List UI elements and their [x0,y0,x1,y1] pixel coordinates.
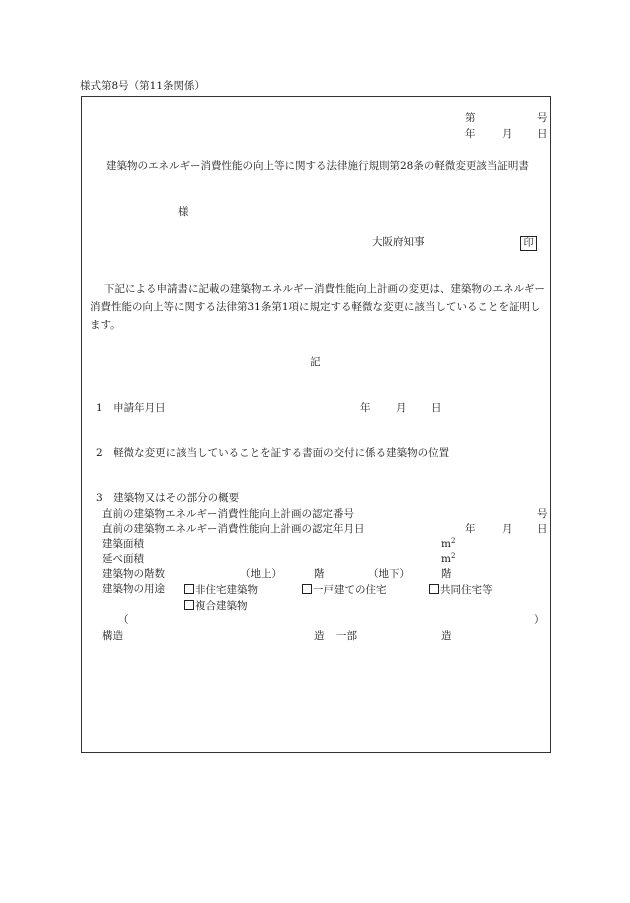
form-number: 様式第8号（第11条関係） [80,80,206,92]
use-option-nonresidential[interactable]: 非住宅建築物 [184,584,258,596]
document-title: 建築物のエネルギー消費性能の向上等に関する法律施行規則第28条の軽微変更該当証明書 [106,160,529,172]
header-dai: 第 [465,112,476,124]
cert-year: 年 [465,523,476,535]
header-go: 号 [537,112,548,124]
structure-unit: 造 [314,630,325,642]
issuer: 大阪府知事 [372,236,425,248]
structure-label: 構造 [102,630,123,642]
item1-year: 年 [360,402,371,414]
item3-label: 3 建築物又はその部分の概要 [96,492,240,504]
above-ground-unit: 階 [314,568,325,580]
header-year: 年 [465,128,476,140]
cert-number-unit: 号 [537,508,548,520]
cert-number-label: 直前の建築物エネルギー消費性能向上計画の認定番号 [102,508,354,520]
total-floor-area-unit: $m^2$ [441,552,456,565]
below-ground-unit: 階 [441,568,452,580]
ki-heading: 記 [310,356,321,368]
header-day: 日 [537,128,548,140]
floors-label: 建築物の階数 [102,568,165,580]
use-option-apartment[interactable]: 共同住宅等 [429,584,493,596]
structure-partial-unit: 造 [441,630,452,642]
document-frame [81,96,551,753]
total-floor-area-label: 延べ面積 [102,553,144,565]
building-area-unit: $m^2$ [441,537,456,550]
checkbox-icon[interactable] [184,584,194,594]
cert-date-label: 直前の建築物エネルギー消費性能向上計画の認定年月日 [102,523,365,535]
cert-day: 日 [537,523,548,535]
certification-body: 下記による申請書に記載の建築物エネルギー消費性能向上計画の変更は、建築物のエネルギー消費性能の向上等に関する法律第31条第1項に規定する軽微な変更に該当していることを証明します。 [90,283,545,331]
paren-open: （ [118,614,129,626]
cert-month: 月 [502,523,513,535]
use-label: 建築物の用途 [102,583,165,595]
checkbox-icon[interactable] [429,584,439,594]
checkbox-icon[interactable] [302,584,312,594]
item2-label: 2 軽微な変更に該当していることを証する書面の交付に係る建築物の位置 [96,447,450,459]
building-area-label: 建築面積 [102,538,144,550]
use-option-detached-house[interactable]: 一戸建ての住宅 [302,584,387,596]
header-month: 月 [502,128,513,140]
addressee-suffix: 様 [178,206,189,218]
item1-day: 日 [431,402,442,414]
below-ground-label: （地下） [368,568,410,580]
use-option-mixed[interactable]: 複合建築物 [184,600,248,612]
item1-label: 1 申請年月日 [96,402,166,414]
item1-month: 月 [396,402,407,414]
checkbox-icon[interactable] [184,600,194,610]
structure-partial: 一部 [336,630,357,642]
above-ground-label: （地上） [240,568,282,580]
paren-close: ） [534,614,545,626]
seal-box: 印 [520,236,537,251]
